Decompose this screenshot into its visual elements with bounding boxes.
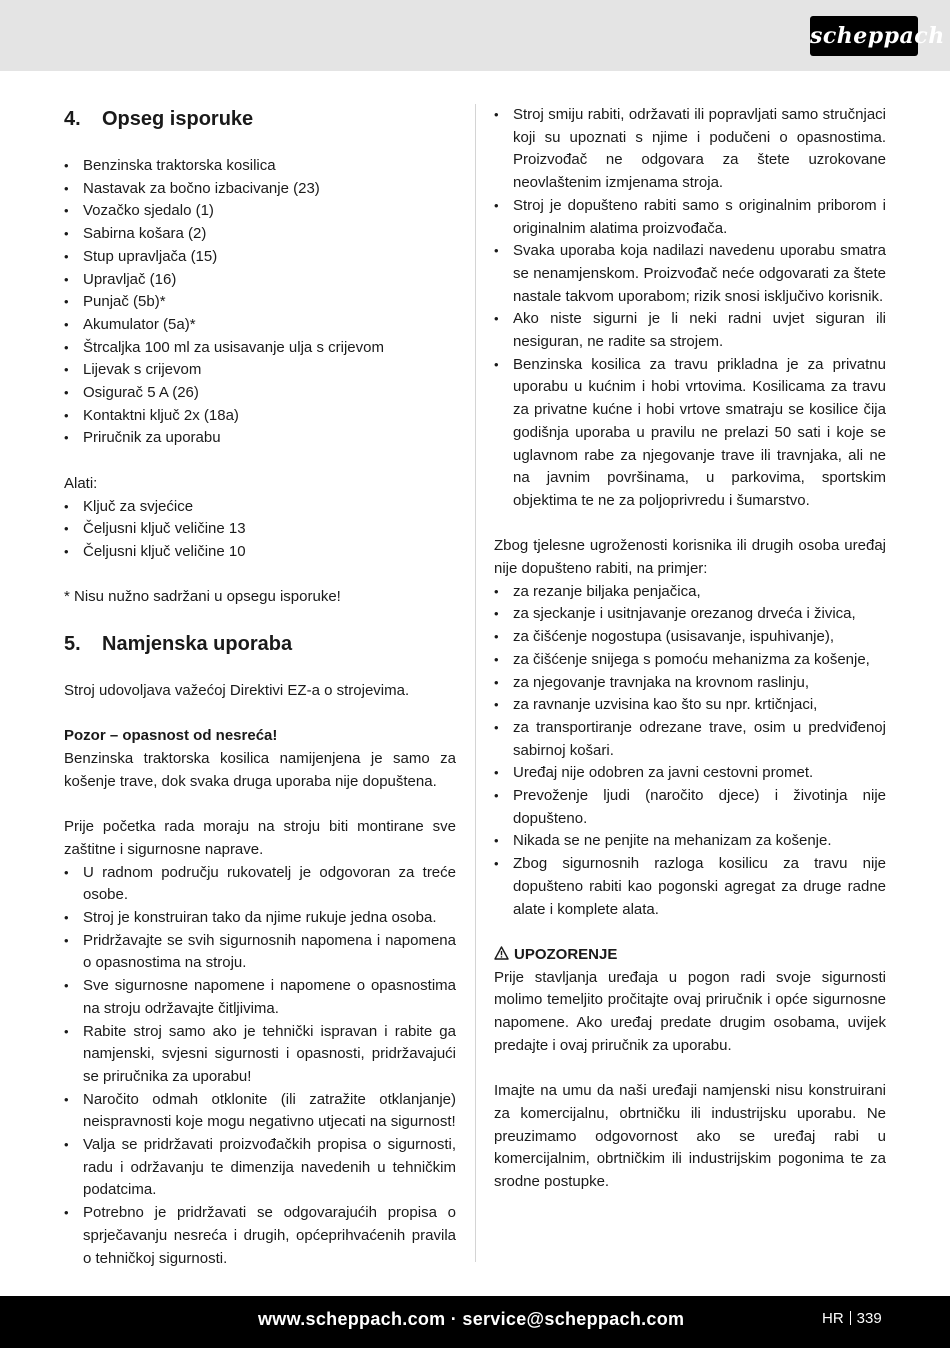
page-indicator xyxy=(822,1296,882,1342)
prohibited-list xyxy=(494,581,886,922)
list-item: • Stroj smiju rabiti, održavati ili popravljati samo stručnjaci koji su upoznati s njime i podučeni o opasnostima. Proizvođač ne odgovara za štete uzrokovane neovlaštenim izmjenama stroja. xyxy=(494,104,886,195)
list-item: • za sjeckanje i usitnjavanje orezanog drveća i živica, xyxy=(494,603,886,626)
usage-list xyxy=(494,104,886,513)
list-item: • Benzinska kosilica za travu prikladna je za privatnu uporabu u kućnim i hobi vrtovima. Kosilicama za travu za privatne kućne i hobi vrtove smatraju se kosilice čija godišnja uporaba u pravilu ne prelazi 50 sati i koje se uglavnom rabe za njegovanje trave ili travnjaka, ali ne na javnim površinama, u parkovima, sportskim objektima te ne za poljoprivredu i šumarstvo. xyxy=(494,354,886,513)
page-number: 339 xyxy=(856,1310,882,1327)
logo-text: scheppach xyxy=(810,23,945,49)
list-item: • Ključ za svjećice xyxy=(64,496,456,519)
list-item: • Sabirna košara (2) xyxy=(64,223,456,246)
list-item: • Lijevak s crijevom xyxy=(64,359,456,382)
list-item: • za rezanje biljaka penjačica, xyxy=(494,581,886,604)
section-5-heading xyxy=(64,631,456,657)
list-item: • Pridržavajte se svih sigurnosnih napomena i napomena o opasnostima na stroju. xyxy=(64,930,456,975)
list-item: • Potrebno je pridržavati se odgovarajućih propisa o sprječavanju nesreća i drugih, općeprihvaćenih pravila o tehničkoj sigurnosti. xyxy=(64,1202,456,1270)
list-item: • Vozačko sjedalo (1) xyxy=(64,200,456,223)
right-column xyxy=(494,104,886,1194)
list-item: • za transportiranje odrezane trave, osim u predviđenoj sabirnoj košari. xyxy=(494,717,886,762)
tools-list xyxy=(64,496,456,564)
column-divider xyxy=(475,104,476,1262)
scheppach-logo xyxy=(810,16,945,56)
list-item: • Priručnik za uporabu xyxy=(64,427,456,450)
list-item: • Punjač (5b)* xyxy=(64,291,456,314)
before-start-paragraph: Prije početka rada moraju na stroju biti montirane sve zaštitne i sigurnosne naprave. xyxy=(64,818,456,858)
list-item: • Ako niste sigurni je li neki radni uvjet siguran ili nesiguran, ne radite sa strojem. xyxy=(494,308,886,353)
list-item: • Benzinska traktorska kosilica xyxy=(64,155,456,178)
caution-text: Benzinska traktorska kosilica namijenjena je samo za košenje trave, dok svaka druga uporaba nije dopuštena. xyxy=(64,750,456,790)
section-4-number: 4. xyxy=(64,108,81,130)
warning-title: UPOZORENJE xyxy=(514,945,618,963)
list-item: • Stroj je konstruiran tako da njime rukuje jedna osoba. xyxy=(64,907,456,930)
caution-title: Pozor – opasnost od nesreća! xyxy=(64,727,278,745)
left-column xyxy=(64,104,456,1270)
safety-list xyxy=(64,862,456,1271)
danger-intro: Zbog tjelesne ugroženosti korisnika ili drugih osoba uređaj nije dopušteno rabiti, na primjer: xyxy=(494,537,886,578)
list-item: • Zbog sigurnosnih razloga kosilicu za travu nije dopušteno rabiti kao pogonski agregat za druge radne alate i komplete alata. xyxy=(494,853,886,921)
warning-triangle-icon xyxy=(494,946,509,960)
header-bar xyxy=(0,0,950,71)
list-item: • Sve sigurnosne napomene i napomene o opasnostima na stroju održavajte čitljivima. xyxy=(64,975,456,1020)
intro-paragraph: Stroj udovoljava važećoj Direktivi EZ-a o strojevima. xyxy=(64,682,410,700)
list-item: • Osigurač 5 A (26) xyxy=(64,382,456,405)
list-item: • za čišćenje snijega s pomoću mehanizma za košenje, xyxy=(494,649,886,672)
closing-text: Imajte na umu da naši uređaji namjenski nisu konstruirani za komercijalnu, obrtničku ili industrijsku uporabu. Ne preuzimamo odgovornost ako se uređaj rabi u komercijalnim, obrtničkim ili industrijskim pogonima te za srodne postupke. xyxy=(494,1082,886,1190)
list-item: • U radnom području rukovatelj je odgovoran za treće osobe. xyxy=(64,862,456,907)
delivery-list xyxy=(64,155,456,450)
language-code: HR xyxy=(822,1310,844,1327)
list-item: • Čeljusni ključ veličine 13 xyxy=(64,518,456,541)
warning-text: Prije stavljanja uređaja u pogon radi svoje sigurnosti molimo temeljito pročitajte ovaj priručnik i opće sigurnosne napomene. Ako uređaj predate drugim osobama, uvijek predajte i ovaj priručnik za uporabu. xyxy=(494,968,886,1054)
page-separator xyxy=(850,1311,851,1325)
list-item: • Čeljusni ključ veličine 10 xyxy=(64,541,456,564)
list-item: • Svaka uporaba koja nadilazi navedenu uporabu smatra se nenamjenskom. Proizvođač neće odgovarati za štete nastale takvom uporabom; rizik snosi isključivo korisnik. xyxy=(494,240,886,308)
footer-bar xyxy=(0,1296,950,1348)
list-item: • Prevoženje ljudi (naročito djece) i životinja nije dopušteno. xyxy=(494,785,886,830)
list-item: • Kontaktni ključ 2x (18a) xyxy=(64,405,456,428)
list-item: • Nastavak za bočno izbacivanje (23) xyxy=(64,178,456,201)
footer-website: www.scheppach.com · service@scheppach.com xyxy=(258,1309,685,1329)
list-item: • Rabite stroj samo ako je tehnički ispravan i rabite ga namjenski, svjesni sigurnosti i opasnosti, pridržavajući se priručnika za uporabu! xyxy=(64,1021,456,1089)
list-item: • za njegovanje travnjaka na krovnom raslinju, xyxy=(494,672,886,695)
list-item: • Uređaj nije odobren za javni cestovni promet. xyxy=(494,762,886,785)
list-item: • za čišćenje nogostupa (usisavanje, ispuhivanje), xyxy=(494,626,886,649)
list-item: • za ravnanje uzvisina kao što su npr. krtičnjaci, xyxy=(494,694,886,717)
list-item: • Upravljač (16) xyxy=(64,269,456,292)
footnote: * Nisu nužno sadržani u opsegu isporuke! xyxy=(64,588,341,606)
warning-heading xyxy=(494,944,886,967)
section-5-title: Namjenska uporaba xyxy=(102,633,293,656)
list-item: • Naročito odmah otklonite (ili zatražite otklanjanje) neispravnosti koje mogu negativno utjecati na sigurnost! xyxy=(64,1089,456,1134)
list-item: • Akumulator (5a)* xyxy=(64,314,456,337)
list-item: • Stroj je dopušteno rabiti samo s originalnim priborom i originalnim alatima proizvođača. xyxy=(494,195,886,240)
list-item: • Štrcaljka 100 ml za usisavanje ulja s crijevom xyxy=(64,337,456,360)
section-4-heading xyxy=(64,106,456,132)
section-5-number: 5. xyxy=(64,633,81,656)
section-4-title: Opseg isporuke xyxy=(102,108,254,130)
list-item: • Stup upravljača (15) xyxy=(64,246,456,269)
tools-label: Alati: xyxy=(64,474,98,492)
list-item: • Nikada se ne penjite na mehanizam za košenje. xyxy=(494,830,886,853)
list-item: • Valja se pridržavati proizvođačkih propisa o sigurnosti, radu i održavanju te dimenzija navedenih u tehničkim podatcima. xyxy=(64,1134,456,1202)
